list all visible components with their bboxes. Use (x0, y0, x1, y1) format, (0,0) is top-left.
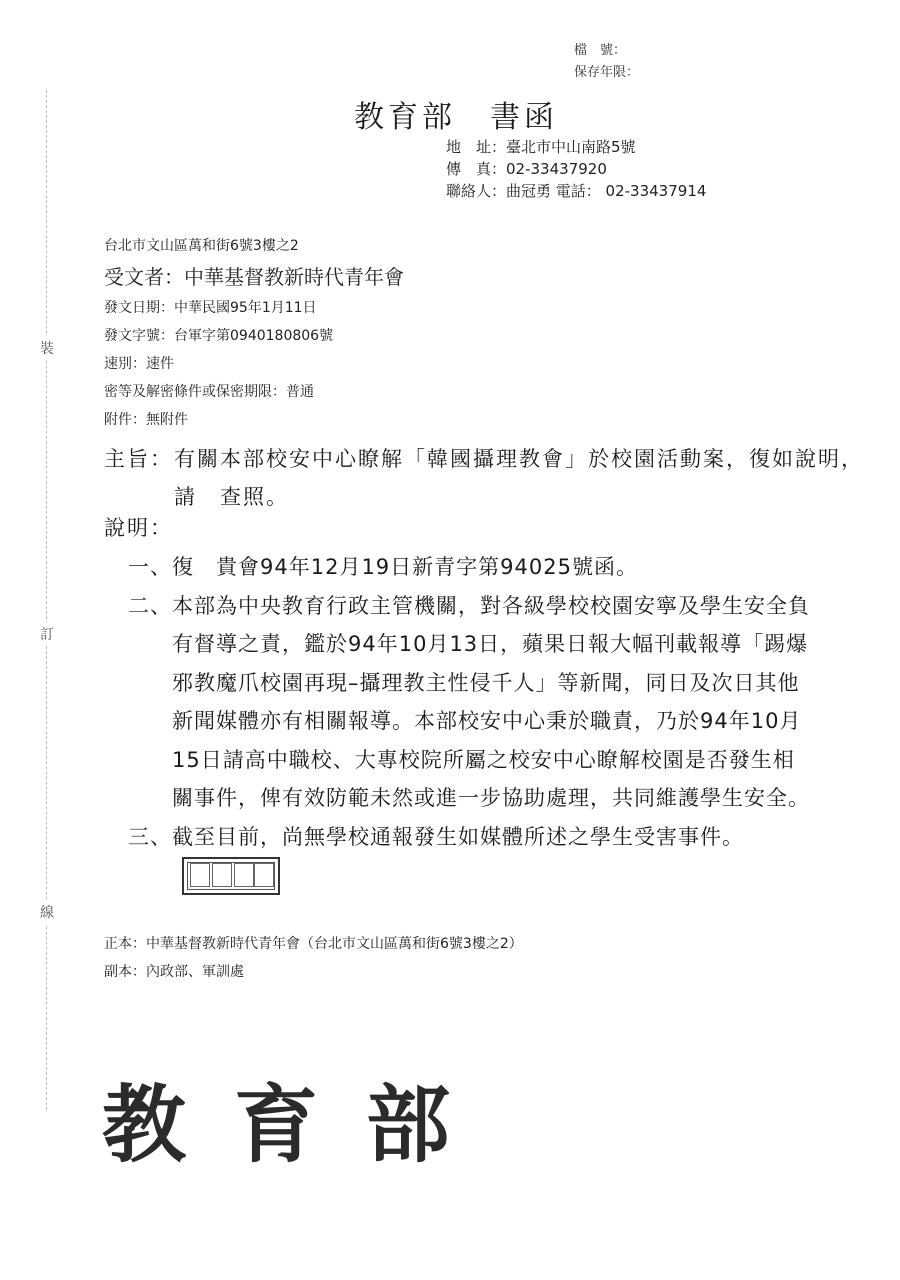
subject-text: 有關本部校安中心瞭解「韓國攝理教會」於校園活動案，復如說明，請 查照。 (174, 447, 864, 509)
contact-value: 曲冠勇 電話： 02-33437914 (506, 182, 707, 200)
item-text: 截至目前，尚無學校通報發生如媒體所述之學生受害事件。 (172, 824, 744, 849)
agency-address (446, 136, 706, 158)
attachment-row (104, 406, 404, 434)
address-label: 地 址： (446, 138, 507, 156)
agency-info (446, 136, 706, 202)
distribution-fields (104, 930, 523, 986)
official-stamp (182, 857, 280, 895)
subject-section (104, 440, 864, 516)
agency-contact (446, 180, 706, 202)
item-text-wrap (172, 818, 812, 896)
item-number: 一、 (128, 555, 172, 579)
issue-date-value: 中華民國95年1月11日 (174, 300, 317, 316)
header-fields (104, 232, 404, 434)
address-value: 臺北市中山南路5號 (506, 138, 636, 156)
item-number: 三、 (128, 824, 172, 849)
fax-label: 傳 真： (446, 160, 507, 178)
copy-to-row (104, 958, 523, 986)
recipient-address: 台北市文山區萬和街6號3樓之2 (104, 238, 299, 254)
original-to-value: 中華基督教新時代青年會（台北市文山區萬和街6號3樓之2） (146, 936, 523, 952)
original-to-row (104, 930, 523, 958)
contact-label: 聯絡人： (446, 182, 507, 200)
subject-label: 主旨： (104, 447, 173, 471)
retention-label: 保存年限： (574, 65, 640, 80)
item-text: 本部為中央教育行政主管機關，對各級學校校園安寧及學生安全負有督導之責，鑑於94年10月13日，蘋果日報大幅刊載報導「踢爆邪教魔爪校園再現–攝理教主性侵千人」等新聞，同日及次日其他新聞媒體亦有相關報導。本部校安中心秉於職責，乃於94年10月15日請高中職校、大專校院所屬之校安中心瞭解校園是否發生相關事件，俾有效防範未然或進一步協助處理，共同維護學生安全。 (172, 593, 810, 810)
issue-number-label: 發文字號： (104, 328, 174, 344)
binding-mark-zhuang: 裝 (40, 336, 54, 360)
file-meta (574, 40, 639, 84)
original-to-label: 正本： (104, 936, 146, 952)
security-value: 普通 (286, 384, 314, 400)
explanation-label: 說明： (104, 516, 173, 540)
file-number-label: 檔 號： (574, 43, 627, 58)
binding-line (46, 90, 47, 1110)
issue-date-label: 發文日期： (104, 300, 174, 316)
delivery-label: 速別： (104, 356, 146, 372)
explanation-items (128, 548, 812, 895)
item-number: 二、 (128, 593, 172, 618)
issue-date-row (104, 294, 404, 322)
copy-to-value: 內政部、軍訓處 (146, 964, 244, 980)
ministry-seal: 教育部 (102, 1075, 499, 1174)
agency-fax (446, 158, 706, 180)
copy-to-label: 副本： (104, 964, 146, 980)
issue-number-row (104, 322, 404, 350)
fax-value: 02-33437920 (506, 160, 607, 178)
recipient-label: 受文者： (104, 265, 184, 289)
security-row (104, 378, 404, 406)
issue-number-value: 台軍字第0940180806號 (174, 328, 334, 344)
document-title: 教育部 書函 (354, 100, 558, 135)
delivery-row (104, 350, 404, 378)
recipient-row (104, 260, 404, 294)
binding-mark-ding: 訂 (40, 622, 54, 646)
recipient-value: 中華基督教新時代青年會 (184, 265, 404, 289)
delivery-value: 速件 (146, 356, 174, 372)
attachment-label: 附件： (104, 412, 146, 428)
binding-mark-xian: 線 (40, 900, 54, 924)
explanation-item-1 (128, 548, 812, 587)
item-text: 復 貴會94年12月19日新青字第94025號函。 (172, 555, 638, 579)
explanation-item-3 (128, 818, 812, 896)
attachment-value: 無附件 (146, 412, 188, 428)
security-label: 密等及解密條件或保密期限： (104, 384, 286, 400)
explanation-item-2 (128, 587, 812, 818)
